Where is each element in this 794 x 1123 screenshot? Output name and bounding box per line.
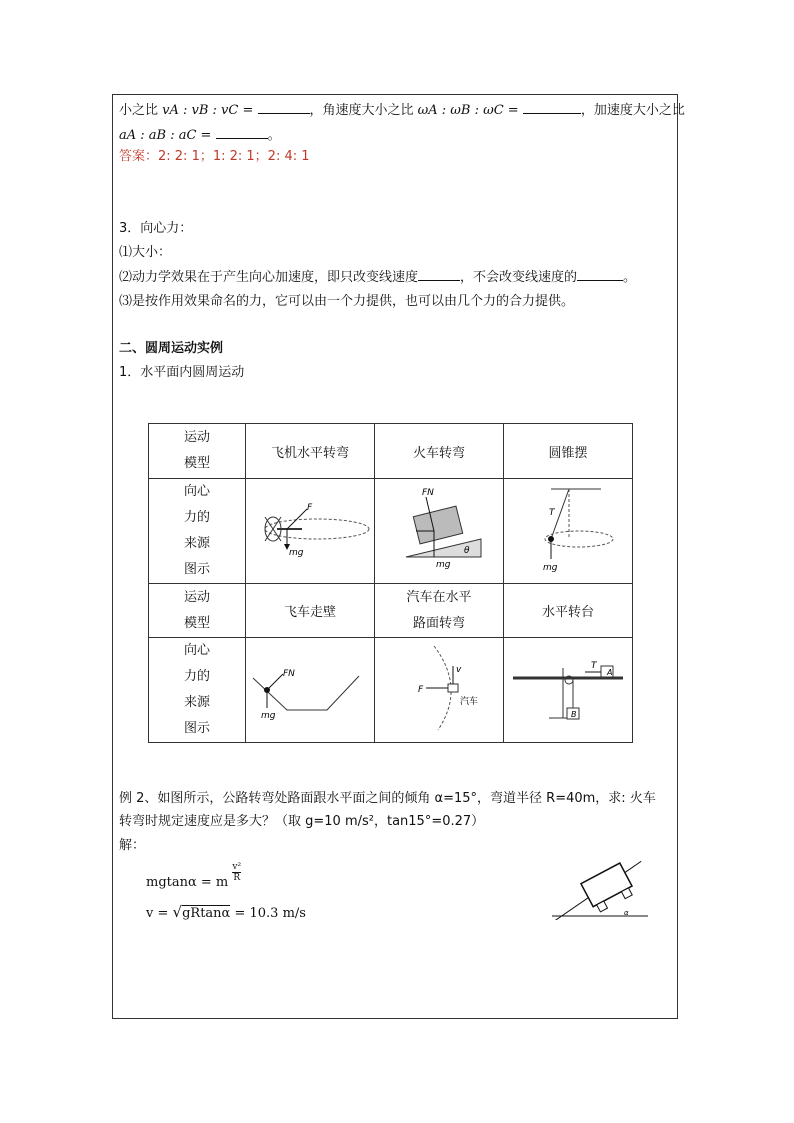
diagram-pendulum [504, 479, 633, 584]
cell-turntable: 水平转台 [504, 584, 633, 638]
label-source-1: 向心 力的 来源 图示 [149, 479, 246, 584]
label-source-2: 向心 力的 来源 图示 [149, 638, 246, 743]
blank-magnitude[interactable] [577, 268, 623, 281]
label-T: T [549, 508, 555, 518]
cell-conical-pendulum: 圆锥摆 [504, 424, 633, 479]
label-FN-wall: FN [283, 669, 295, 679]
formula-2: v = √gRtanα = 10.3 m/s [146, 903, 306, 921]
label-B: B [571, 710, 577, 719]
label-mg-pendulum: mg [543, 563, 558, 573]
label-F-car: F [418, 685, 424, 695]
sec3-item-1: ⑴大小： [119, 245, 172, 260]
example-line1: 例 2、如图所示，公路转弯处路面跟水平面之间的倾角 α=15°，弯道半径 R=40m，求: 火车 [119, 791, 656, 806]
q1-line2: aA : aB : aC = 。 [119, 128, 281, 143]
blank-ratio-a[interactable] [216, 126, 268, 139]
blank-direction[interactable] [418, 268, 460, 281]
label-mg-train: mg [436, 560, 451, 570]
label-A: A [607, 668, 613, 677]
label-model-2: 运动 模型 [149, 584, 246, 638]
blank-ratio-omega[interactable] [523, 101, 581, 114]
solution-label: 解： [119, 838, 146, 853]
section-3-title: 3．向心力： [119, 221, 193, 236]
label-mg-wall: mg [261, 711, 276, 721]
cell-car-turn: 汽车在水平 路面转弯 [375, 584, 504, 638]
label-alpha: α [624, 909, 629, 917]
circular-motion-table [148, 423, 633, 743]
q1-line1: 小之比 vA : vB : vC = ，角速度大小之比 ωA : ωB : ωC = ，加速度大小之比 [119, 103, 685, 118]
example-line2: 转弯时规定速度应是多大？（取 g=10 m/s²，tan15°=0.27） [119, 814, 485, 829]
label-F: F [307, 503, 313, 513]
sec3-item-2: ⑵动力学效果在于产生向心加速度，即只改变线速度 ，不会改变线速度的 。 [119, 270, 637, 285]
part2-title: 二、圆周运动实例 [119, 341, 224, 356]
label-theta: θ [464, 546, 470, 556]
incline-car-diagram [548, 858, 652, 920]
diagram-car [375, 638, 504, 743]
label-FN: FN [422, 488, 434, 498]
label-car: 汽车 [460, 697, 479, 707]
diagram-turntable [504, 638, 633, 743]
label-model-1: 运动 模型 [149, 424, 246, 479]
part2-subtitle: 1．水平面内圆周运动 [119, 365, 245, 380]
diagram-plane [246, 479, 375, 584]
label-mg: mg [289, 548, 304, 558]
answer-line: 答案：2: 2: 1；1: 2: 1；2: 4: 1 [119, 149, 310, 164]
cell-train-turn: 火车转弯 [375, 424, 504, 479]
sec3-item-3: ⑶是按作用效果命名的力，它可以由一个力提供，也可以由几个力的合力提供。 [119, 294, 575, 309]
diagram-wall [246, 638, 375, 743]
label-v: v [456, 665, 462, 675]
blank-ratio-v[interactable] [258, 101, 310, 114]
formula-1: mgtanα = m $\frac{\text{v²}}{R}$ [146, 862, 242, 890]
label-T-turntable: T [591, 661, 597, 671]
diagram-train [375, 479, 504, 584]
cell-plane-turn: 飞机水平转弯 [246, 424, 375, 479]
cell-wall-ride: 飞车走壁 [246, 584, 375, 638]
